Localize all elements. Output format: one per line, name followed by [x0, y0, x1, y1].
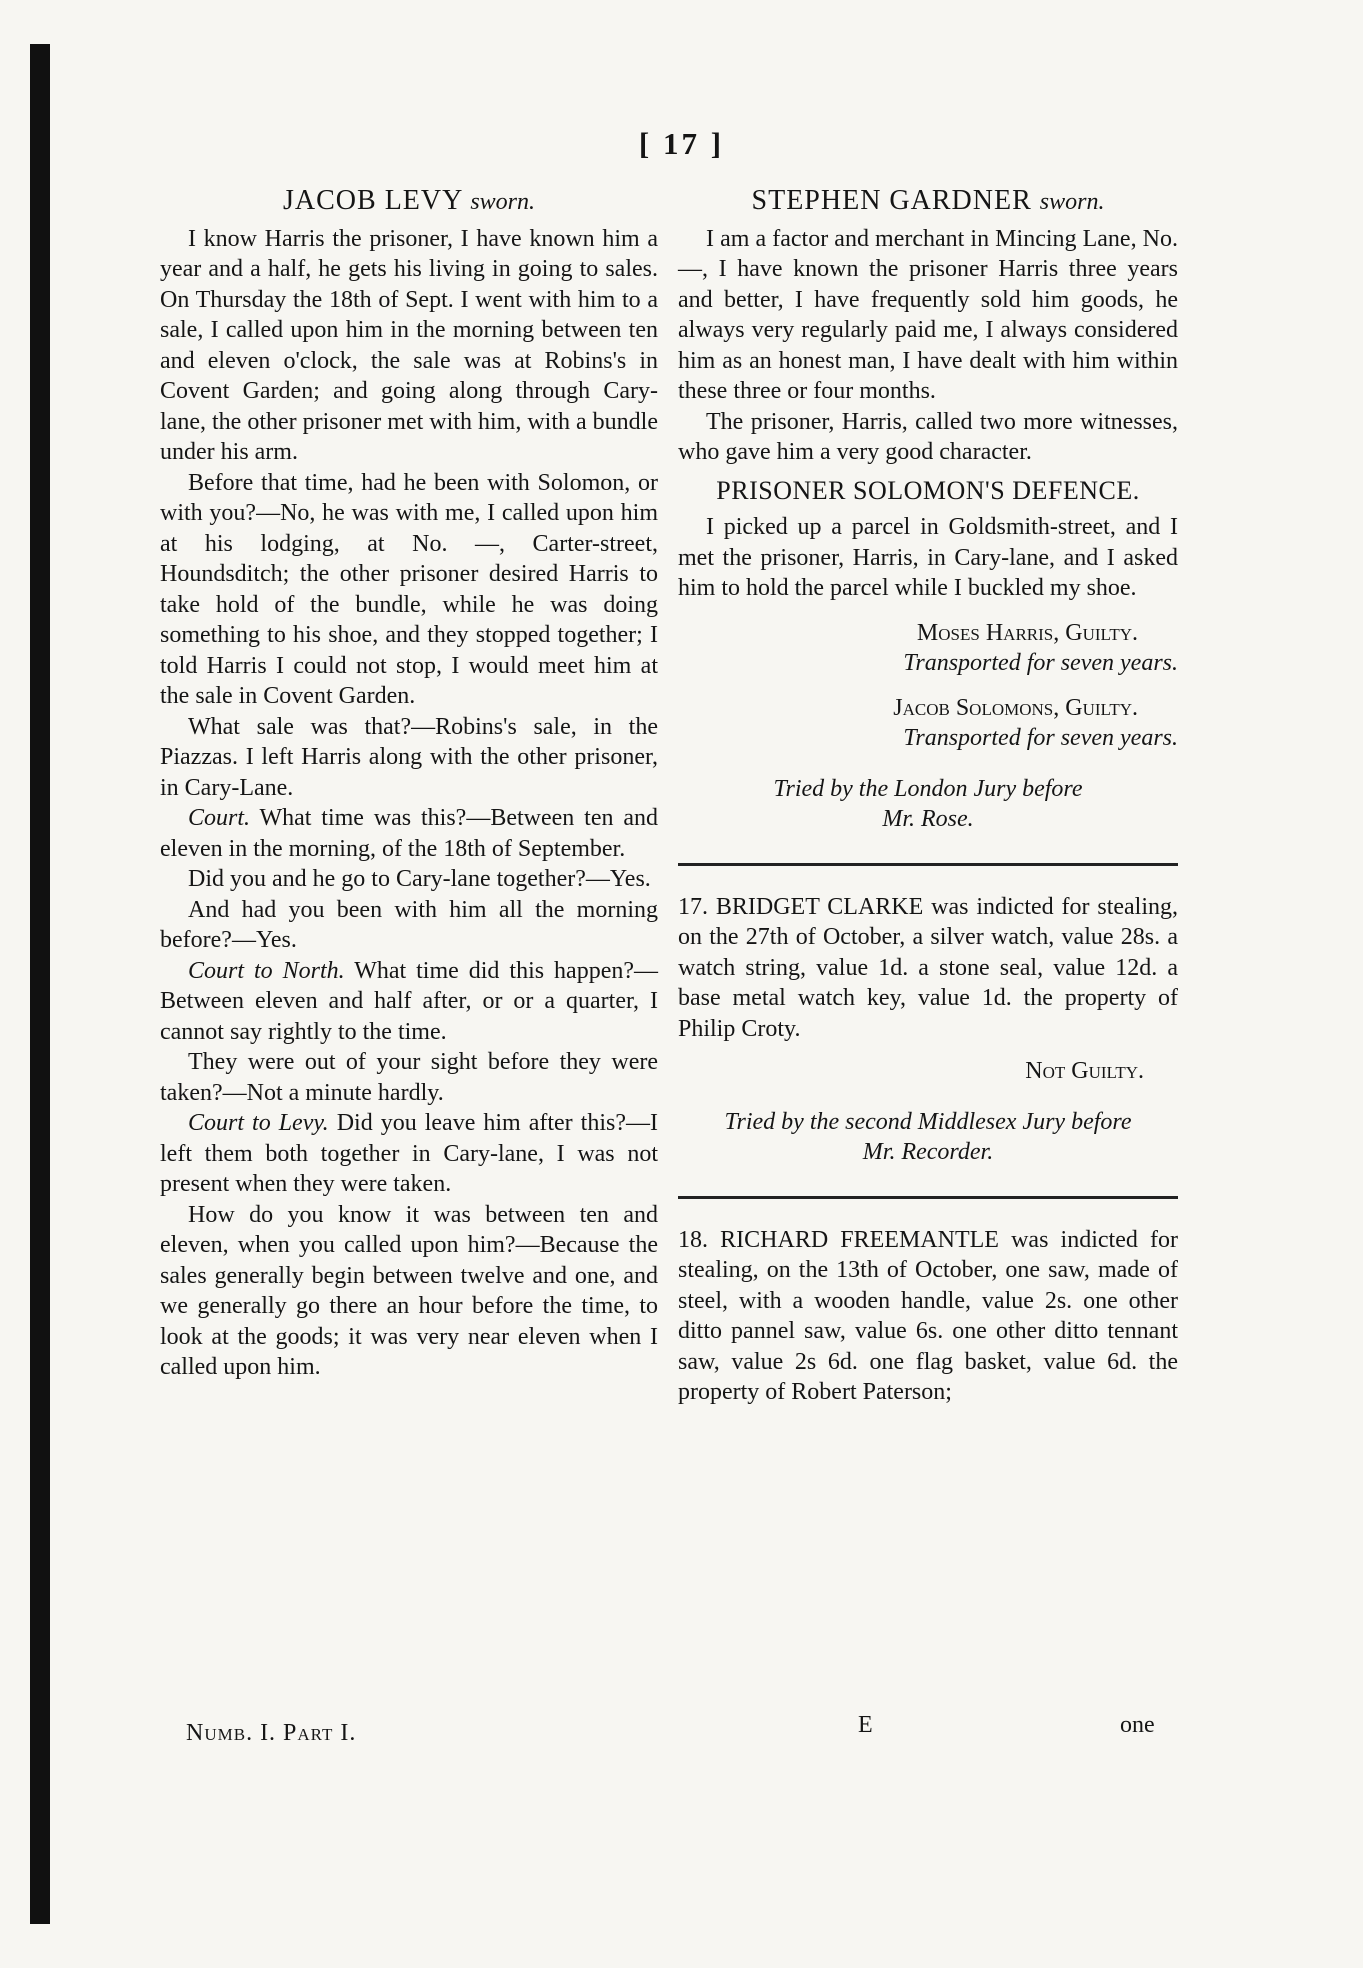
verdict-name: Moses Harris, Guilty.	[916, 619, 1138, 646]
defence-paragraph: I picked up a parcel in Goldsmith-street, and I met the prisoner, Harris, in Cary-lane, and I asked him to hold the parcel while I buckled my shoe.	[678, 514, 1178, 601]
witness-name: JACOB LEVY	[283, 185, 463, 216]
testimony-paragraph: I know Harris the prisoner, I have known him a year and a half, he gets his living in going to sales. On Thursday the 18th of Sept. I went with him to a sale, I called upon him in the morning between ten and eleven o'clock, the sale was at Robins's in Covent Garden; and going along through Cary-lane, the other prisoner met with him, with a bundle under his arm.	[160, 225, 658, 465]
verdict-sentence: Transported for seven years.	[903, 725, 1178, 751]
left-column	[160, 186, 658, 1383]
sworn-label: sworn.	[1039, 189, 1105, 215]
tried-line: Tried by the second Middlesex Jury before	[724, 1108, 1132, 1135]
testimony-paragraph: The prisoner, Harris, called two more witnesses, who gave him a very good character.	[678, 408, 1178, 465]
verdict-name: Jacob Solomons, Guilty.	[893, 694, 1138, 721]
tried-line: Tried by the London Jury before	[773, 775, 1083, 802]
court-question-text: What time did this happen?—Between eleven and half after, or or a quarter, I cannot say rightly to the time.	[160, 957, 659, 1045]
defence-heading: PRISONER SOLOMON'S DEFENCE.	[716, 475, 1140, 505]
binding-edge	[30, 44, 50, 1924]
section-divider	[678, 863, 1178, 866]
court-question	[160, 803, 658, 864]
judge-name: Mr. Rose.	[882, 806, 974, 832]
verdict-sentence: Transported for seven years.	[903, 650, 1178, 676]
tried-by-middlesex-jury	[678, 1107, 1178, 1168]
testimony-paragraph: How do you know it was between ten and eleven, when you called upon him?—Because the sales generally begin between twelve and one, and we generally go there an hour before the time, to look at the goods; it was very near eleven when I called upon him.	[160, 1201, 658, 1380]
case-18-indictment: 18. RICHARD FREEMANTLE was indicted for stealing, on the 13th of October, one saw, made of steel, with a wooden handle, value 2s. one other ditto pannel saw, value 6s. one other ditto tennant saw, value 2s 6d. one flag basket, value 6d. the property of Robert Paterson;	[678, 1226, 1178, 1405]
judge-name: Mr. Recorder.	[862, 1139, 994, 1165]
court-label: Court to North.	[188, 957, 345, 984]
verdict-solomons	[678, 693, 1178, 754]
verdict-harris	[678, 618, 1178, 679]
tried-by-london-jury	[678, 774, 1178, 835]
court-question-text: Did you leave him after this?—I left them both together in Cary-lane, I was not present when they were taken.	[160, 1110, 658, 1197]
right-column	[678, 186, 1178, 1408]
court-question	[160, 1108, 658, 1200]
section-divider	[678, 1196, 1178, 1199]
testimony-paragraph: I am a factor and merchant in Mincing Lane, No. —, I have known the prisoner Harris three years and better, I have frequently sold him goods, he always very regularly paid me, I always considered him as an honest man, I have dealt with him within these three or four months.	[678, 225, 1178, 404]
witness-heading-gardner	[678, 186, 1178, 218]
court-label: Court.	[188, 805, 251, 831]
witness-heading-levy	[160, 186, 658, 218]
case-17-indictment: 17. BRIDGET CLARKE was indicted for stealing, on the 27th of October, a silver watch, value 28s. a watch string, value 1d. a stone seal, value 12d. a base metal watch key, value 1d. the property of Philip Croty.	[678, 893, 1178, 1042]
catchword: one	[1120, 1712, 1155, 1738]
testimony-paragraph: They were out of your sight before they were taken?—Not a minute hardly.	[160, 1049, 658, 1106]
testimony-paragraph: And had you been with him all the morning before?—Yes.	[160, 896, 658, 953]
sworn-label: sworn.	[470, 189, 535, 215]
testimony-paragraph: Did you and he go to Cary-lane together?—Yes.	[188, 866, 651, 892]
court-label: Court to Levy.	[188, 1110, 329, 1136]
testimony-paragraph: Before that time, had he been with Solomon, or with you?—No, he was with me, I called upon him at his lodging, at No. —, Carter-street, Houndsditch; the other prisoner desired Harris to take hold of the bundle, while he was doing something to his shoe, and they stopped together; I told Harris I could not stop, I would meet him at the sale in Covent Garden.	[160, 469, 658, 709]
verdict-not-guilty: Not Guilty.	[1025, 1058, 1144, 1084]
court-question	[160, 956, 658, 1048]
witness-name: STEPHEN GARDNER	[751, 185, 1032, 216]
signature-mark: E	[858, 1712, 873, 1738]
page-number: [ 17 ]	[638, 126, 725, 161]
court-question-text: What time was this?—Between ten and eleven in the morning, of the 18th of September.	[160, 805, 658, 862]
testimony-paragraph: What sale was that?—Robins's sale, in the Piazzas. I left Harris along with the other prisoner, in Cary-Lane.	[160, 713, 658, 801]
footer-numb-part: Numb. I. Part I.	[186, 1720, 357, 1746]
